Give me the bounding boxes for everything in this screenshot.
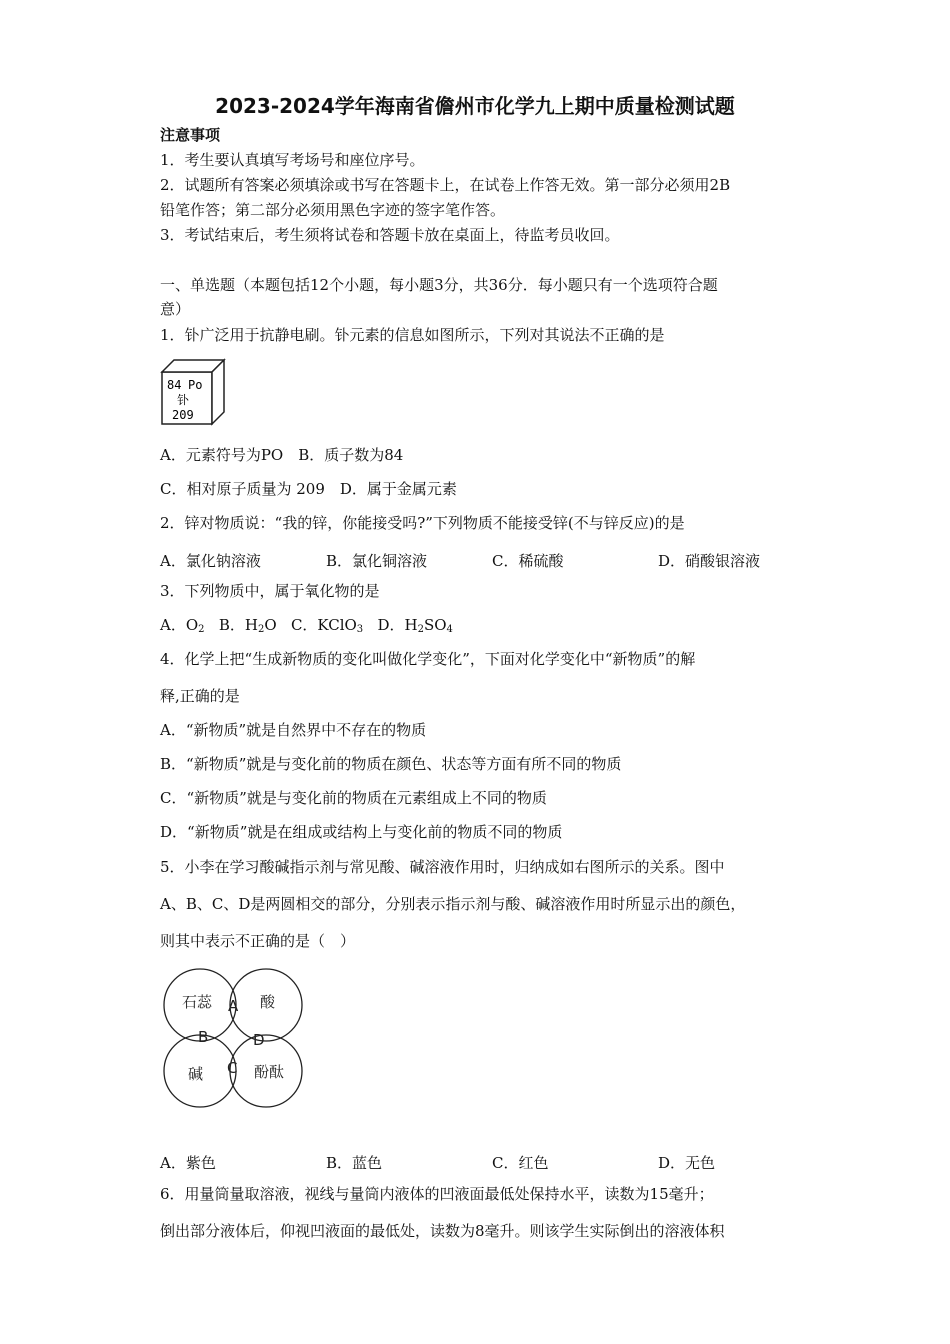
q3-option-d: D．$H_2SO_4$ bbox=[377, 616, 453, 635]
venn-diagram bbox=[160, 965, 310, 1115]
q4-stem: 4．化学上把“生成新物质的变化叫做化学变化”，下面对化学变化中“新物质”的解 bbox=[160, 650, 696, 668]
q1-stem: 1．钋广泛用于抗静电刷。钋元素的信息如图所示，下列对其说法不正确的是 bbox=[160, 326, 665, 344]
element-name: 钋 bbox=[177, 393, 190, 407]
notice-item-3: 3．考试结束后，考生须将试卷和答题卡放在桌面上，待监考员收回。 bbox=[160, 226, 620, 244]
q4-option-c: C．“新物质”就是与变化前的物质在元素组成上不同的物质 bbox=[160, 789, 547, 807]
element-cell-figure bbox=[160, 358, 230, 426]
q3-option-a: A．$O_2$ bbox=[160, 616, 205, 635]
venn-label-jian: 碱 bbox=[188, 1065, 204, 1083]
q5-stem-cont: A、B、C、D是两圆相交的部分，分别表示指示剂与酸、碱溶液作用时所显示出的颜色， bbox=[160, 895, 746, 913]
q3-option-b: B．$H_2O$ bbox=[218, 616, 277, 635]
notice-heading: 注意事项 bbox=[160, 126, 221, 144]
q2-option-a: A．氯化钠溶液 bbox=[160, 552, 261, 570]
element-symbol: Po bbox=[188, 378, 203, 392]
venn-label-d: D bbox=[253, 1031, 265, 1049]
q4-stem-cont: 释,正确的是 bbox=[160, 687, 240, 705]
venn-label-shirui: 石蕊 bbox=[182, 993, 213, 1011]
q5-option-b: B．蓝色 bbox=[326, 1154, 383, 1172]
q1-options-row2: C．相对原子质量为 209 D．属于金属元素 bbox=[160, 480, 457, 498]
notice-item-2: 2．试题所有答案必须填涂或书写在答题卡上，在试卷上作答无效。第一部分必须用2B bbox=[160, 176, 731, 194]
q2-option-b: B．氯化铜溶液 bbox=[326, 552, 428, 570]
venn-label-a: A bbox=[228, 997, 239, 1015]
q3-stem: 3．下列物质中，属于氧化物的是 bbox=[160, 582, 380, 600]
notice-item-1: 1．考生要认真填写考场号和座位序号。 bbox=[160, 151, 425, 169]
venn-label-fentai: 酚酞 bbox=[254, 1063, 285, 1081]
q6-stem: 6．用量筒量取溶液，视线与量筒内液体的凹液面最低处保持水平，读数为15毫升； bbox=[160, 1185, 714, 1203]
venn-label-c: C bbox=[227, 1059, 238, 1077]
section-heading-cont: 意） bbox=[160, 300, 191, 318]
venn-label-b: B bbox=[198, 1028, 209, 1046]
q1-options-row1: A．元素符号为PO B．质子数为84 bbox=[160, 446, 404, 464]
q4-option-d: D．“新物质”就是在组成或结构上与变化前的物质不同的物质 bbox=[160, 823, 563, 841]
venn-label-suan: 酸 bbox=[260, 993, 276, 1011]
q2-option-c: C．稀硫酸 bbox=[492, 552, 564, 570]
element-number: 84 bbox=[167, 378, 182, 392]
q3-option-c: C．KClO$_3$ bbox=[290, 616, 364, 635]
q5-option-a: A．紫色 bbox=[160, 1154, 216, 1172]
q5-stem: 5．小李在学习酸碱指示剂与常见酸、碱溶液作用时，归纳成如右图所示的关系。图中 bbox=[160, 858, 725, 876]
q3-options bbox=[160, 618, 453, 635]
element-mass: 209 bbox=[172, 408, 194, 422]
page-title: 2023-2024学年海南省儋州市化学九上期中质量检测试题 bbox=[215, 94, 735, 118]
section-heading: 一、单选题（本题包括12个小题，每小题3分，共36分．每小题只有一个选项符合题 bbox=[160, 276, 718, 294]
q2-option-d: D．硝酸银溶液 bbox=[658, 552, 761, 570]
notice-item-2-cont: 铅笔作答；第二部分必须用黑色字迹的签字笔作答。 bbox=[160, 201, 506, 219]
q2-stem: 2．锌对物质说：“我的锌，你能接受吗?”下列物质不能接受锌(不与锌反应)的是 bbox=[160, 514, 685, 532]
q5-stem-cont2: 则其中表示不正确的是（ ） bbox=[160, 932, 356, 950]
q4-option-b: B．“新物质”就是与变化前的物质在颜色、状态等方面有所不同的物质 bbox=[160, 755, 622, 773]
q4-option-a: A．“新物质”就是自然界中不存在的物质 bbox=[160, 721, 427, 739]
q5-option-d: D．无色 bbox=[658, 1154, 716, 1172]
q5-option-c: C．红色 bbox=[492, 1154, 549, 1172]
q6-stem-cont: 倒出部分液体后，仰视凹液面的最低处，读数为8毫升。则该学生实际倒出的溶液体积 bbox=[160, 1222, 725, 1240]
